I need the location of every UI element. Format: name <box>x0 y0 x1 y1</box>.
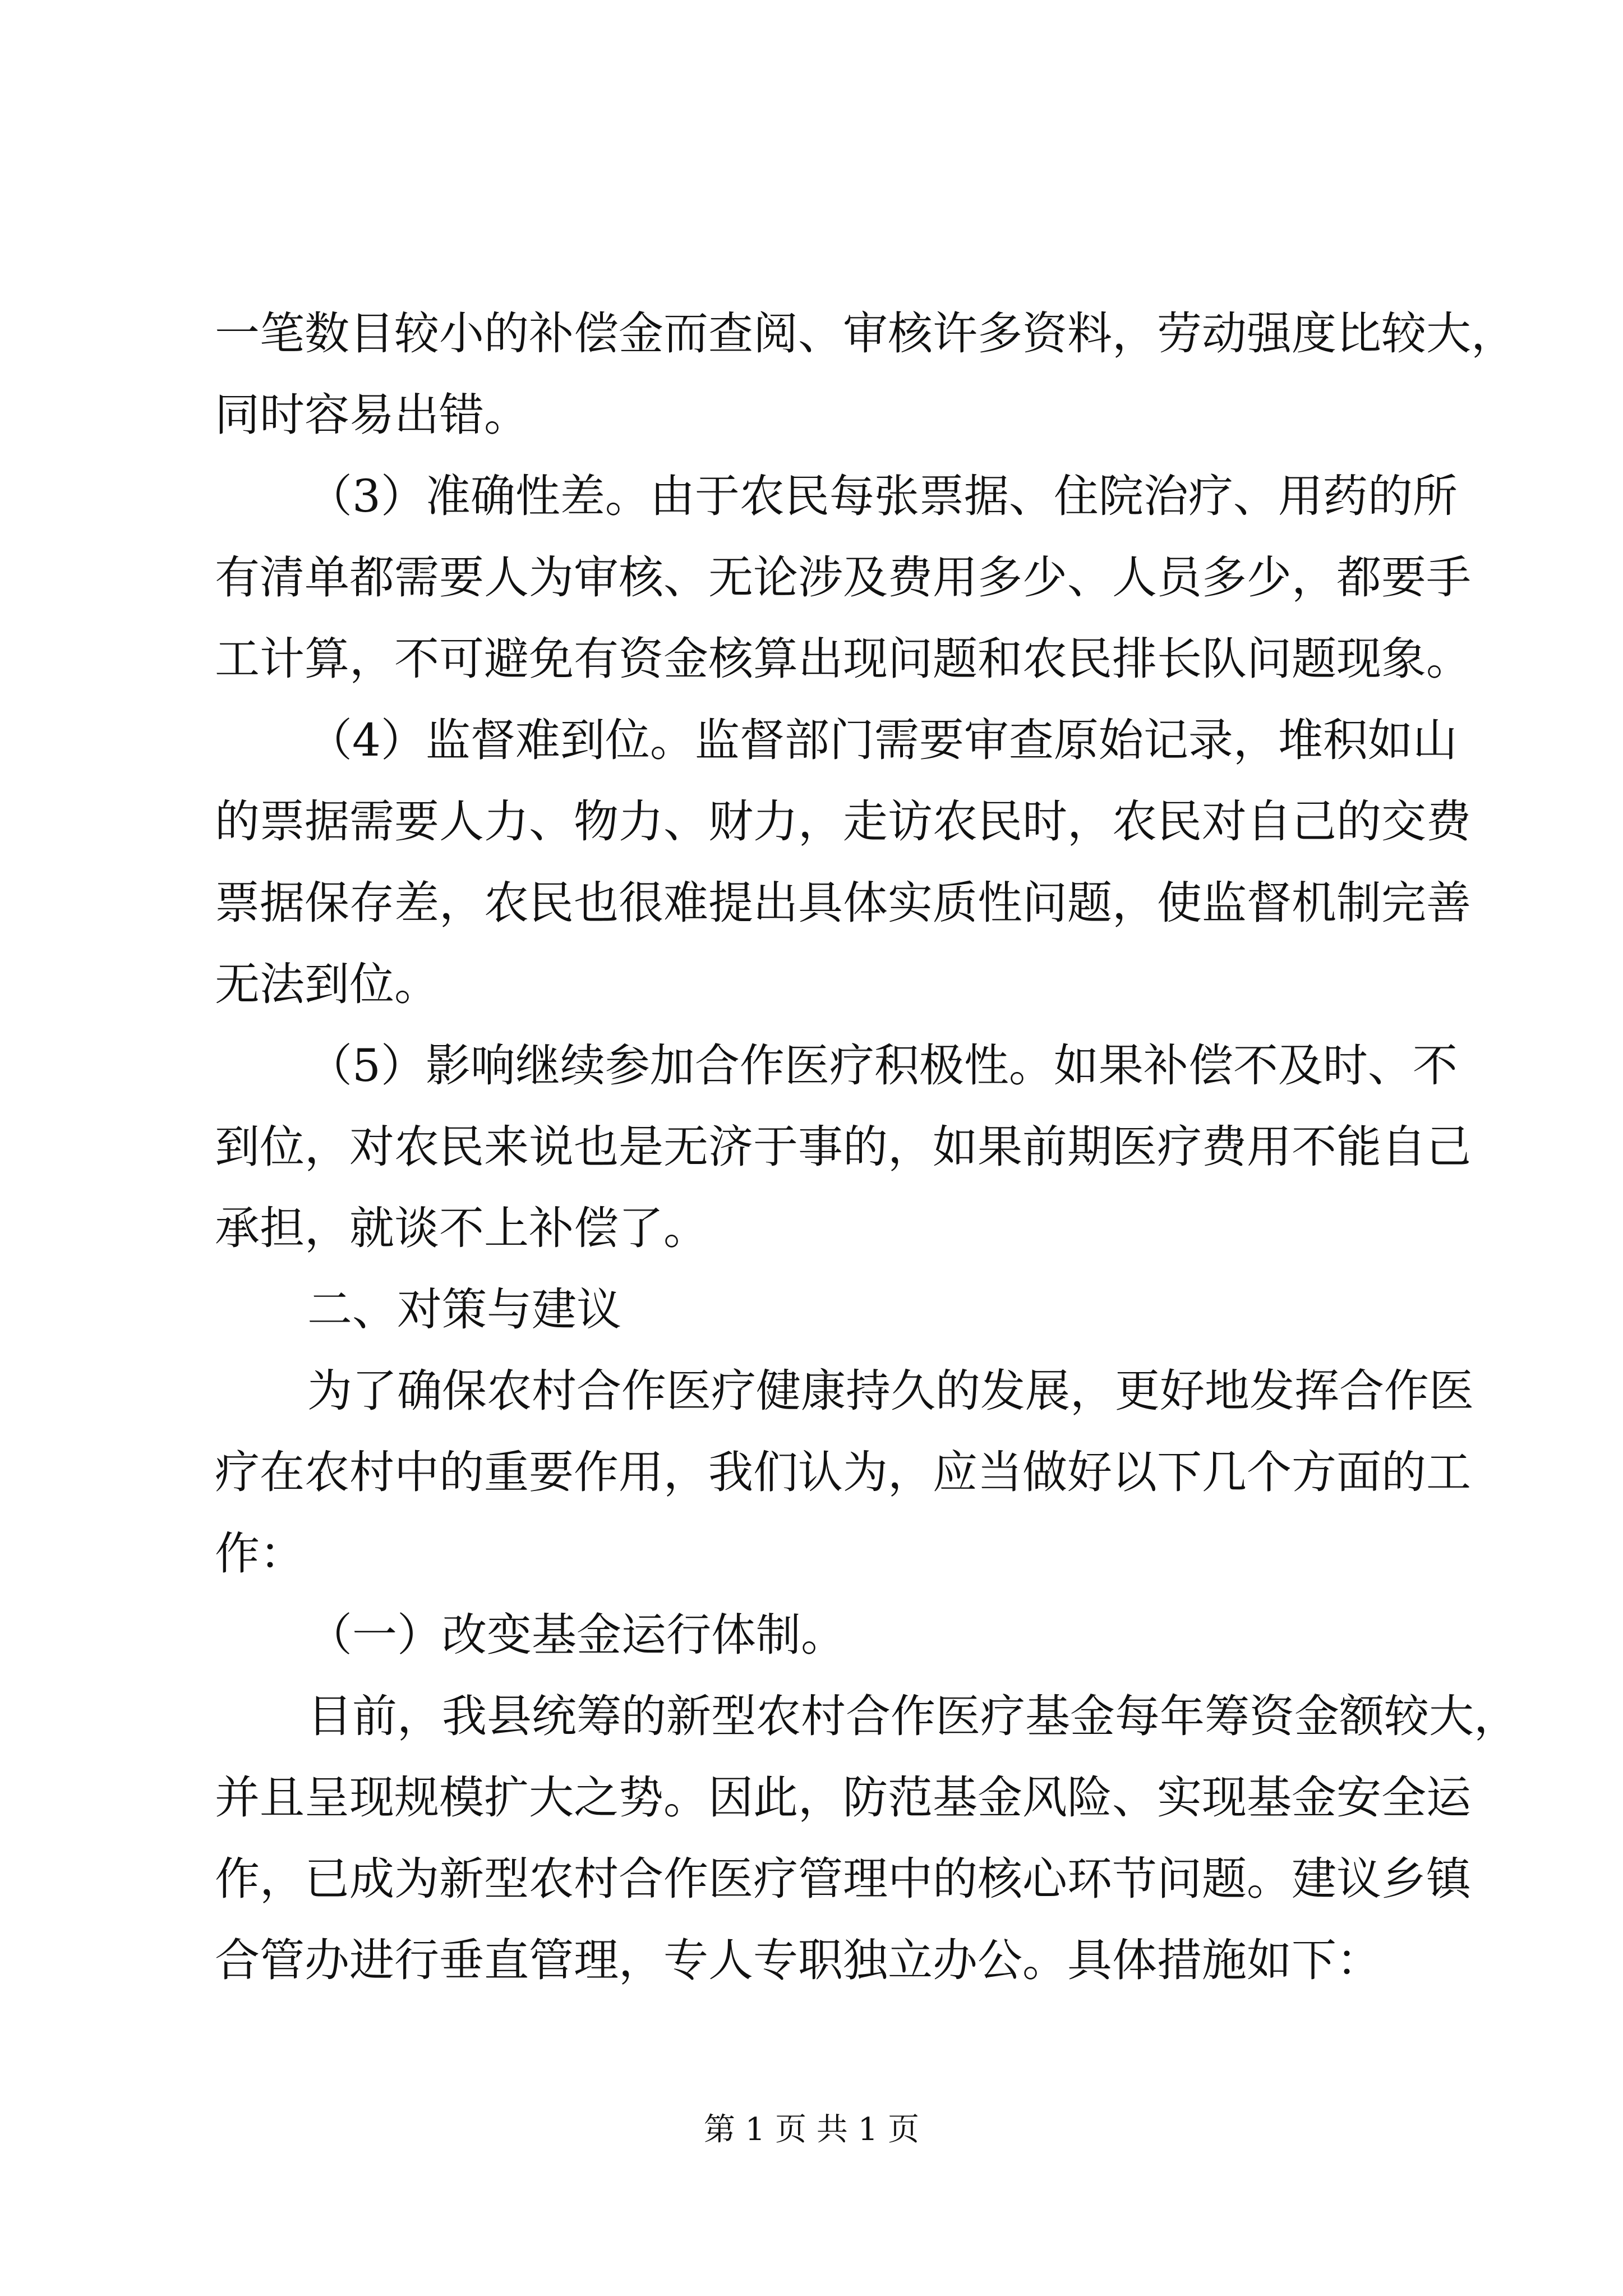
text-line: 一笔数目较小的补偿金而查阅、审核许多资料，劳动强度比较大， <box>215 307 1516 360</box>
text-line: 承担，就谈不上补偿了。 <box>215 1202 708 1254</box>
text-line: 有清单都需要人为审核、无论涉及费用多少、人员多少，都要手 <box>215 551 1471 604</box>
text-line: 作： <box>215 1527 305 1580</box>
text-line: （4）监督难到位。监督部门需要审查原始记录，堆积如山 <box>307 714 1458 766</box>
text-line: （3）准确性差。由于农民每张票据、住院治疗、用药的所 <box>307 470 1458 522</box>
text-line: 作，已成为新型农村合作医疗管理中的核心环节问题。建议乡镇 <box>215 1853 1471 1905</box>
text-line: 目前，我县统筹的新型农村合作医疗基金每年筹资金额较大， <box>307 1690 1519 1742</box>
text-line: 为了确保农村合作医疗健康持久的发展，更好地发挥合作医 <box>307 1365 1474 1417</box>
text-line: 合管办进行垂直管理，专人专职独立办公。具体措施如下： <box>215 1934 1381 1986</box>
text-line: 同时容易出错。 <box>215 389 529 441</box>
text-line: 到位，对农民来说也是无济于事的，如果前期医疗费用不能自己 <box>215 1121 1471 1173</box>
text-line: 并且呈现规模扩大之势。因此，防范基金风险、实现基金安全运 <box>215 1772 1471 1824</box>
text-line: 的票据需要人力、物力、财力，走访农民时，农民对自己的交费 <box>215 795 1471 848</box>
page-footer: 第 1 页 共 1 页 <box>703 2111 920 2148</box>
text-line: 疗在农村中的重要作用，我们认为，应当做好以下几个方面的工 <box>215 1446 1471 1498</box>
text-line: 工计算，不可避免有资金核算出现问题和农民排长队问题现象。 <box>215 633 1471 685</box>
subsection-heading: （一）改变基金运行体制。 <box>307 1609 846 1661</box>
section-heading: 二、对策与建议 <box>307 1283 621 1336</box>
text-line: 无法到位。 <box>215 958 439 1010</box>
text-line: （5）影响继续参加合作医疗积极性。如果补偿不及时、不 <box>307 1039 1458 1092</box>
text-line: 票据保存差，农民也很难提出具体实质性问题，使监督机制完善 <box>215 877 1471 929</box>
